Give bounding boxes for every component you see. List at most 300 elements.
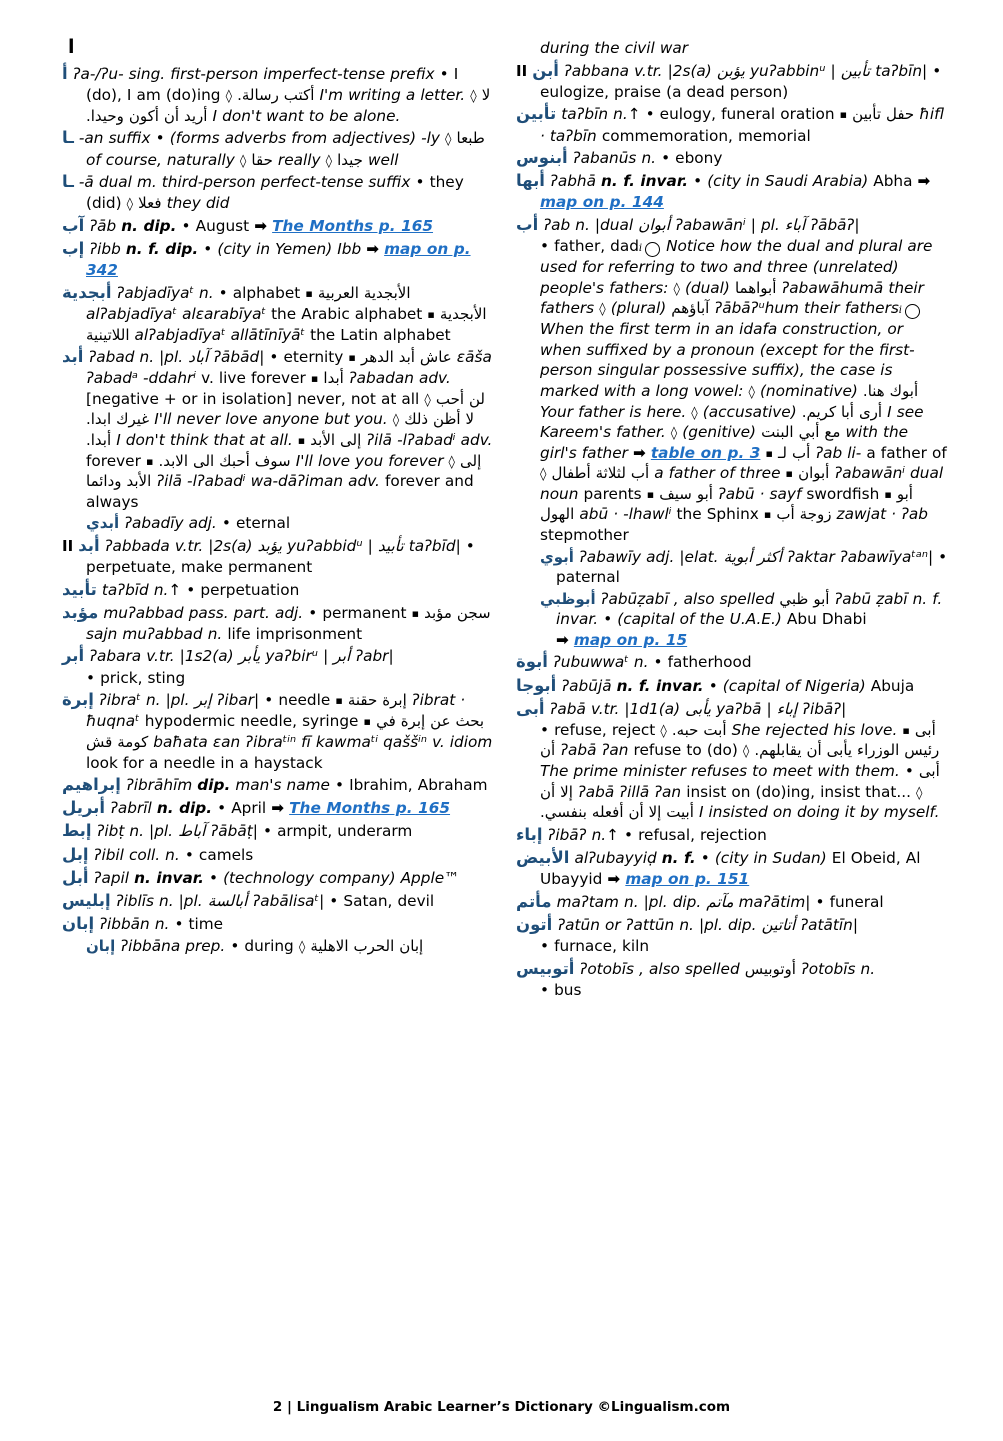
collocation-arabic: الأبجدية العربية (317, 283, 411, 302)
bullet-marker: • (308, 603, 318, 622)
gloss: (technology company) Apple™ (223, 868, 460, 887)
continued-example-english: during the civil war (540, 39, 689, 57)
gloss-parenthetical: (city in Saudi Arabia) (707, 172, 869, 191)
example-arabic: أبيت إلا أن أفعله بنفسي. (540, 803, 694, 822)
section-letter-heading: ا (68, 36, 75, 58)
example-english: their fathers (540, 278, 924, 318)
headword-arabic[interactable]: إب (62, 239, 85, 258)
bullet-marker: • (540, 237, 550, 256)
example-english: Your father is here. (540, 402, 687, 421)
bullet-marker: • (217, 799, 227, 818)
example-arabic: لا أريد أن أكون وحيدا. (86, 86, 491, 125)
entry-ibt (62, 820, 494, 842)
cross-reference-link[interactable]: The Months p. 165 (289, 799, 451, 818)
example-english: a father of three (654, 464, 781, 483)
collocation-translit: ʔibrat · ħuqnaᵗ (86, 691, 466, 731)
collocation-arabic: إلى الأبد ودائما (86, 451, 482, 491)
gloss-parenthetical: (city in Sudan) (714, 848, 827, 867)
part-of-speech: n.↑ (591, 825, 619, 844)
part-of-speech: v.tr. (590, 699, 620, 718)
bullet-marker: • (693, 172, 703, 191)
headword-arabic[interactable]: أبى (516, 698, 545, 718)
gloss: August (195, 216, 250, 235)
collocation-marker: ▪ (335, 694, 343, 708)
usage-note: Notice how the dual and plural are used for referring to two and three (unrelated) people's fathers: (540, 237, 933, 297)
verb-form-number: II (516, 61, 528, 80)
example-label: (nominative) (759, 382, 858, 400)
arrow-right-icon: ➡ (271, 799, 285, 818)
entry-abril (62, 797, 494, 819)
collocation-english: the Latin alphabet (310, 325, 451, 344)
collocation-marker: ▪ (785, 467, 794, 481)
headword-arabic[interactable]: أ (62, 64, 68, 83)
usage-note: When the first term in an idafa construction, or when suffixed by a pronoun (except for the first-person singular possessive suffix), the case is marked with a long vowel: (540, 320, 915, 400)
bullet-marker: • (815, 892, 825, 911)
gloss: April (231, 799, 267, 818)
inflection: |2s(a) يؤبد yuʔabbidᵘ | تأبيد taʔbīd| (208, 536, 461, 555)
example-english: I'll never love anyone but you. (154, 410, 388, 429)
entry-ibil (62, 844, 494, 866)
headword-arabic[interactable]: مأتم (516, 891, 552, 911)
transliteration: alʔubayyiḍ (574, 848, 657, 867)
collocation-translit: ɛāša ʔabadᵃ -ddahrⁱ (86, 348, 492, 388)
collocation-english: forever (86, 451, 141, 470)
example-english: I'll love you forever (295, 451, 444, 470)
alt-spelling-translit: ʔabū ẓabī (834, 589, 908, 608)
inflection: |pl. dip. أتاتين ʔatātīn| (698, 915, 858, 934)
example-english: their fathers (804, 299, 899, 318)
gloss: I (do), I am (do)ing (86, 65, 459, 105)
collocation-english: parents (583, 484, 642, 503)
part-of-speech: n. (139, 348, 155, 367)
collocation-english: insist on (do)ing, insist that... (686, 782, 911, 801)
gloss: Abu Dhabi (786, 610, 867, 629)
part-of-speech: n. (199, 283, 214, 302)
headword-arabic[interactable]: إبط (62, 821, 92, 841)
bullet-marker: • (184, 845, 194, 864)
transliteration: ʔabūẓabī (600, 589, 669, 608)
headword-arabic[interactable]: أتوبيس (516, 958, 575, 978)
example-separator: ◊ (424, 392, 431, 408)
part-of-speech: n. (159, 892, 174, 910)
entry-ibaa (516, 824, 948, 846)
headword-arabic[interactable]: أبوي (540, 547, 574, 566)
collocation-translit: ʔabū · sayf (717, 484, 802, 503)
gloss: prick, sting (100, 668, 186, 687)
headword-arabic[interactable]: إبان (86, 937, 116, 956)
gloss-parenthetical: (capital of the U.A.E.) (617, 610, 782, 629)
example-arabic: لن أحب غيرك ابدا. (86, 389, 485, 429)
transliteration: ʔab (543, 216, 571, 234)
example-arabic: أب لثلاثة أطفال (551, 464, 650, 483)
collocation-translit: ʔabā ʔillā ʔan (577, 782, 682, 801)
inflection: |pl. إبر ʔibar| (165, 691, 260, 710)
collocation-english: life imprisonment (227, 624, 363, 643)
collocation-english: hypodermic needle, syringe (144, 712, 359, 731)
transliteration: -an (78, 129, 104, 148)
entry-a-prefix (62, 63, 494, 126)
gloss: bus (554, 980, 582, 999)
headword-arabic[interactable]: أبنوس (516, 148, 568, 168)
part-of-speech: coll. n. (128, 845, 180, 864)
headword-arabic[interactable]: أبد (62, 347, 84, 367)
example-arabic: مع أبي البنت (761, 423, 841, 442)
headword-arabic[interactable]: أتون (516, 914, 553, 934)
transliteration: ʔa-/ʔu- (72, 65, 124, 83)
example-english: I insisted on doing it by myself. (698, 803, 940, 822)
collocation-marker: ▪ (763, 508, 772, 522)
collocation-arabic: إلى الأبد (310, 430, 362, 449)
bullet-marker: • (938, 547, 948, 566)
alt-spelling-translit: ʔotobīs (800, 959, 856, 978)
arrow-right-icon: ➡ (366, 240, 380, 258)
example-arabic: جيدا (337, 150, 363, 169)
headword-arabic[interactable]: تأبيد (62, 579, 97, 599)
bullet-marker: • (653, 653, 663, 672)
example-english: they did (166, 194, 230, 213)
collocation-marker: ▪ (310, 372, 319, 386)
collocation-english: the Sphinx (676, 505, 759, 524)
collocation-translit: alʔabjadīyaᵗ alɛarabīyaᵗ (86, 304, 266, 323)
gloss: fatherhood (667, 653, 752, 672)
alt-spelling-arabic: أبو ظبي (779, 589, 830, 608)
inflection: |pl. آباط ʔābāṭ| (149, 822, 258, 841)
gloss: paternal (556, 568, 620, 587)
page-columns (62, 36, 948, 1338)
collocation-translit: baħata ɛan ʔibraᵗⁱⁿ fī kawmaᵗⁱ qaššⁱⁿ v. idiom (153, 732, 493, 751)
transliteration: ʔibṭ (96, 822, 125, 841)
example-arabic: آباؤهم (671, 299, 710, 318)
headword-arabic[interactable]: أب (516, 215, 539, 234)
bullet-marker: • (540, 720, 550, 739)
bullet-marker: • (708, 676, 718, 695)
headword-arabic[interactable]: إبان (62, 914, 95, 934)
entry-abawi (516, 547, 948, 588)
gloss: refuse, reject (554, 720, 656, 739)
example-separator: ◊ (540, 467, 547, 483)
entry-ubuwwa (516, 651, 948, 673)
part-of-speech: suffix (108, 129, 151, 148)
part-of-speech: n. f. dip. (125, 240, 199, 258)
bullet-marker: • (465, 536, 475, 555)
cross-reference-link[interactable]: map on p. 342 (86, 240, 471, 280)
gloss: ebony (675, 149, 723, 168)
entry-abha (516, 170, 948, 213)
collocation-arabic: عاش أبد الدهر (360, 348, 452, 367)
part-of-speech: n. f. invar. (601, 172, 689, 191)
bullet-marker: • (264, 691, 274, 710)
example-separator: ◊ (298, 940, 306, 956)
collocation-marker: ▪ (411, 606, 420, 620)
bullet-marker: • (230, 937, 240, 956)
transliteration: ʔibb (89, 240, 121, 258)
example-separator: ◊ (448, 454, 455, 470)
transliteration: ʔāb (89, 216, 117, 235)
collocation-marker: ▪ (348, 351, 356, 365)
part-of-speech: n. (860, 959, 876, 978)
entry-abara (62, 645, 494, 688)
part-of-speech: n. dip. (156, 799, 213, 818)
example-english: well (368, 150, 399, 169)
example-arabic: أبت حبه. (671, 720, 727, 739)
headword-arabic[interactable]: أبريل (62, 798, 106, 818)
collocation-english: v. live forever (201, 369, 306, 388)
arrow-right-icon: ➡ (556, 630, 569, 649)
headword-arabic[interactable]: إبليس (62, 891, 111, 910)
part-of-speech: pass. part. adj. (188, 603, 304, 622)
collocation-translit: ħifl · taʔbīn (540, 105, 945, 145)
headword-arabic[interactable]: أبها (516, 171, 545, 191)
gloss: perpetuate, make permanent (86, 557, 313, 576)
collocation-marker: ▪ (363, 715, 371, 729)
gloss: Satan, devil (343, 892, 435, 910)
entry-abuja (516, 675, 948, 697)
headword-arabic[interactable]: أبن (532, 60, 559, 80)
bullet-marker: • (540, 980, 550, 999)
entry-ibb (62, 238, 494, 281)
example-arabic: أرى أبا كريم. (801, 402, 883, 421)
arrow-right-icon: ➡ (917, 172, 931, 191)
entry-tabin (516, 103, 948, 146)
example-arabic: أبواهما (734, 278, 777, 297)
entry-atun (516, 914, 948, 957)
transliteration: -ā (78, 173, 94, 192)
example-separator: ◊ (392, 413, 400, 429)
example-english: I'm writing a letter. (319, 86, 466, 105)
headword-arabic[interactable]: أبل (62, 867, 89, 887)
gloss: Ibrahim, Abraham (349, 776, 488, 795)
cross-reference-link[interactable]: The Months p. 165 (272, 216, 434, 235)
part-of-speech: v.tr. (174, 536, 204, 555)
transliteration: ʔibrāhīm (125, 776, 193, 795)
gloss: Abuja (870, 676, 915, 695)
headword-arabic[interactable]: إبراهيم (62, 775, 121, 795)
gloss: they (did) (86, 173, 464, 213)
transliteration: ʔabara (89, 647, 142, 666)
collocation-arabic: أبو سيف (659, 484, 713, 503)
collocation-arabic: أبى إلا أن (540, 762, 940, 801)
bullet-marker: • (209, 868, 219, 887)
arrow-right-icon: ➡ (632, 443, 646, 462)
part-of-speech: n. (633, 653, 649, 672)
collocation-marker: ▪ (902, 723, 910, 737)
collocation-marker: ▪ (305, 286, 313, 300)
bullet-marker: • (181, 216, 191, 235)
headword-arabic[interactable]: إبرة (62, 690, 94, 710)
example-translit: ʔabawāhumā (781, 278, 884, 297)
bullet-marker: • (155, 129, 165, 148)
bullet-marker: • (540, 937, 550, 955)
headword-arabic[interactable]: أبر (62, 646, 85, 666)
gloss: (city in Yemen) Ibb (217, 240, 362, 258)
inflection: |elat. أكثر أبوية ʔaktar ʔabawīyaᵗᵃⁿ| (679, 547, 934, 566)
example-separator: ◊ (470, 89, 477, 105)
inflection: |1d1(a) يأبى yaʔbā | إباء ʔibāʔ| (624, 699, 847, 718)
part-of-speech: adj. (646, 547, 675, 566)
collocation-marker: ▪ (839, 108, 848, 122)
transliteration: ʔabbada (104, 536, 170, 555)
headword-arabic[interactable]: مؤبد (62, 602, 99, 622)
transliteration: ʔabā (549, 699, 586, 718)
example-arabic: سوف أحبك الى الابد. (158, 451, 291, 470)
transliteration: ʔiblīs (115, 892, 154, 910)
collocation-english: commemoration, memorial (601, 126, 811, 145)
collocation-marker: ▪ (765, 446, 773, 460)
part-of-speech: n. invar. (134, 868, 204, 887)
bullet-marker: • (203, 240, 213, 258)
gloss: El Obeid, Al Ubayyid (540, 848, 921, 889)
gloss: (forms adverbs from adjectives) -ly (169, 129, 440, 148)
headword-arabic[interactable]: تأبين (516, 104, 557, 124)
collocation-arabic: إبرة حقنة (347, 691, 407, 710)
gloss: furnace, kiln (554, 937, 650, 955)
collocation-translit: ʔabadan adv. (348, 369, 451, 388)
transliteration: maʔtam (556, 892, 619, 911)
bullet-marker: • (86, 668, 96, 687)
part-of-speech: n. (679, 915, 694, 934)
headword-arabic[interactable]: أبد (78, 535, 100, 555)
bullet-marker: • (624, 825, 634, 844)
bullet-marker: • (603, 610, 613, 629)
transliteration: ʔabanūs (572, 149, 637, 168)
example-arabic: إبان الحرب الاهلية (310, 937, 424, 956)
collocation-translit: alʔabjadīyaᵗ allātīnīyāᵗ (134, 325, 306, 344)
alt-spelling-label: , also spelled (673, 589, 775, 608)
example-arabic: رئيس الوزراء يأبى أن يقابلهم. (754, 741, 940, 760)
part-of-speech: v.tr. (146, 647, 175, 666)
example-separator: ◊ (748, 385, 755, 400)
transliteration: ʔabawīy (579, 547, 642, 566)
collocation-marker: ▪ (646, 487, 655, 501)
bullet-marker: • (186, 580, 196, 599)
bullet-marker: • (174, 915, 184, 934)
part-of-speech: v.tr. (634, 61, 663, 80)
headword-arabic[interactable]: ـا (62, 128, 74, 148)
collocation-arabic: أبدا (323, 369, 344, 388)
headword-arabic[interactable]: أبدي (86, 514, 120, 533)
transliteration: ʔubuwwaᵗ (553, 653, 629, 672)
example-separator: ◊ (225, 89, 233, 105)
gloss: eternal (235, 514, 291, 533)
collocation-arabic: بحث عن إبرة في كومة قش (86, 712, 485, 751)
example-arabic: فعلا (138, 194, 162, 213)
example-english: The prime minister refuses to meet with them. (540, 762, 900, 780)
bullet-marker: • (262, 822, 272, 841)
entry-abad (62, 346, 494, 512)
example-separator: ◊ (239, 153, 247, 169)
inflection: |2s(a) يؤبن yuʔabbinᵘ | تأبين taʔbīn| (667, 61, 928, 80)
collocation-english: swordfish (806, 484, 880, 503)
bullet-marker: • (645, 105, 655, 124)
collocation-marker: ▪ (297, 433, 306, 447)
example-label: (genitive) (682, 423, 757, 442)
transliteration: taʔbīn (561, 105, 609, 124)
inflection: |dual أبوان ʔabawānⁱ | pl. آباء ʔābāʔ| (594, 216, 860, 234)
part-of-speech: n. dip. (121, 216, 177, 235)
cross-reference-link[interactable]: map on p. 15 (573, 630, 688, 649)
headword-arabic[interactable]: أبوة (516, 652, 548, 672)
entry-ibrahim (62, 774, 494, 796)
collocation-english: stepmother (540, 525, 629, 544)
sense-label: man's name (235, 776, 330, 795)
collocation-marker: ▪ (427, 307, 435, 321)
gloss: eternity (283, 348, 344, 367)
transliteration: ʔibil (93, 845, 124, 864)
part-of-speech: n. (641, 149, 657, 168)
entry-ibra (62, 689, 494, 773)
collocation-marker: ▪ (145, 454, 154, 468)
example-translit: ʔābāʔᵘhum (714, 299, 799, 318)
gloss: during (244, 937, 294, 956)
entry-apil (62, 867, 494, 889)
collocation-arabic: سجن مؤبد (424, 603, 491, 622)
example-english: I don't think that at all. (116, 430, 293, 449)
example-separator: ◊ (670, 426, 678, 442)
headword-arabic[interactable]: إباء (516, 824, 543, 844)
example-separator: ◊ (325, 153, 333, 169)
inflection: |pl. أبالسة ʔabālisaᵗ| (178, 892, 325, 910)
bullet-marker: • (661, 149, 671, 168)
gloss: eulogize, praise (a dead person) (540, 82, 789, 101)
entry-aba (516, 698, 948, 823)
cross-reference-link[interactable]: table on p. 3 (650, 443, 761, 462)
cross-reference-link[interactable]: map on p. 151 (625, 870, 750, 889)
transliteration: ʔabbana (564, 61, 630, 80)
part-of-speech: n.↑ (613, 105, 641, 124)
arrow-right-icon: ➡ (607, 870, 621, 889)
collocation-translit: ʔabawānⁱ dual noun (540, 464, 944, 503)
bullet-marker: • (415, 173, 425, 192)
collocation-english: look for a needle in a haystack (86, 753, 323, 772)
example-english: really (277, 150, 321, 169)
headword-arabic[interactable]: أبوظبي (540, 589, 596, 608)
bullet-marker: • (700, 848, 710, 867)
gloss: time (188, 915, 224, 934)
transliteration: ʔibraᵗ (98, 691, 141, 710)
headword-arabic[interactable]: أبوجا (516, 675, 557, 695)
example-separator: ◊ (691, 405, 698, 421)
headword-arabic[interactable]: الأبيض (516, 847, 570, 867)
example-separator: ◊ (445, 132, 452, 148)
part-of-speech: sing. first-person imperfect-tense prefix (128, 65, 435, 83)
part-of-speech: adj. (188, 514, 217, 533)
transliteration: ʔibāʔ (547, 825, 587, 844)
headword-arabic[interactable]: إبل (62, 844, 89, 864)
headword-arabic[interactable]: ـا (62, 172, 74, 192)
collocation-translit: ʔabā ʔan (560, 741, 629, 760)
collocation-english: refuse to (do) (633, 741, 738, 760)
headword-arabic[interactable]: أبجدية (62, 282, 112, 302)
collocation-translit: abū · -lhawlⁱ (579, 505, 672, 524)
gloss: father, dad (554, 237, 639, 256)
example-english: I see Kareem's father. (540, 402, 924, 442)
entry-muabbad (62, 602, 494, 645)
inflection: |pl. dip. مآتم maʔātim| (643, 892, 811, 911)
gloss: Abha (873, 172, 913, 191)
headword-arabic[interactable]: آب (62, 215, 85, 235)
cross-reference-link[interactable]: map on p. 144 (540, 193, 664, 212)
example-arabic: أكتب رسالة. (237, 86, 315, 105)
gloss: permanent (322, 603, 407, 622)
entry-ab (516, 214, 948, 546)
example-separator: ◊ (916, 785, 923, 801)
entry-aa-dual-suffix (62, 171, 494, 214)
transliteration: ʔabadīy (124, 514, 184, 533)
transliteration: ʔatūn or ʔattūn (557, 915, 675, 934)
gloss-parenthetical: (capital of Nigeria) (722, 676, 866, 695)
part-of-speech: n. (624, 892, 639, 911)
bullet-marker: • (218, 283, 228, 302)
